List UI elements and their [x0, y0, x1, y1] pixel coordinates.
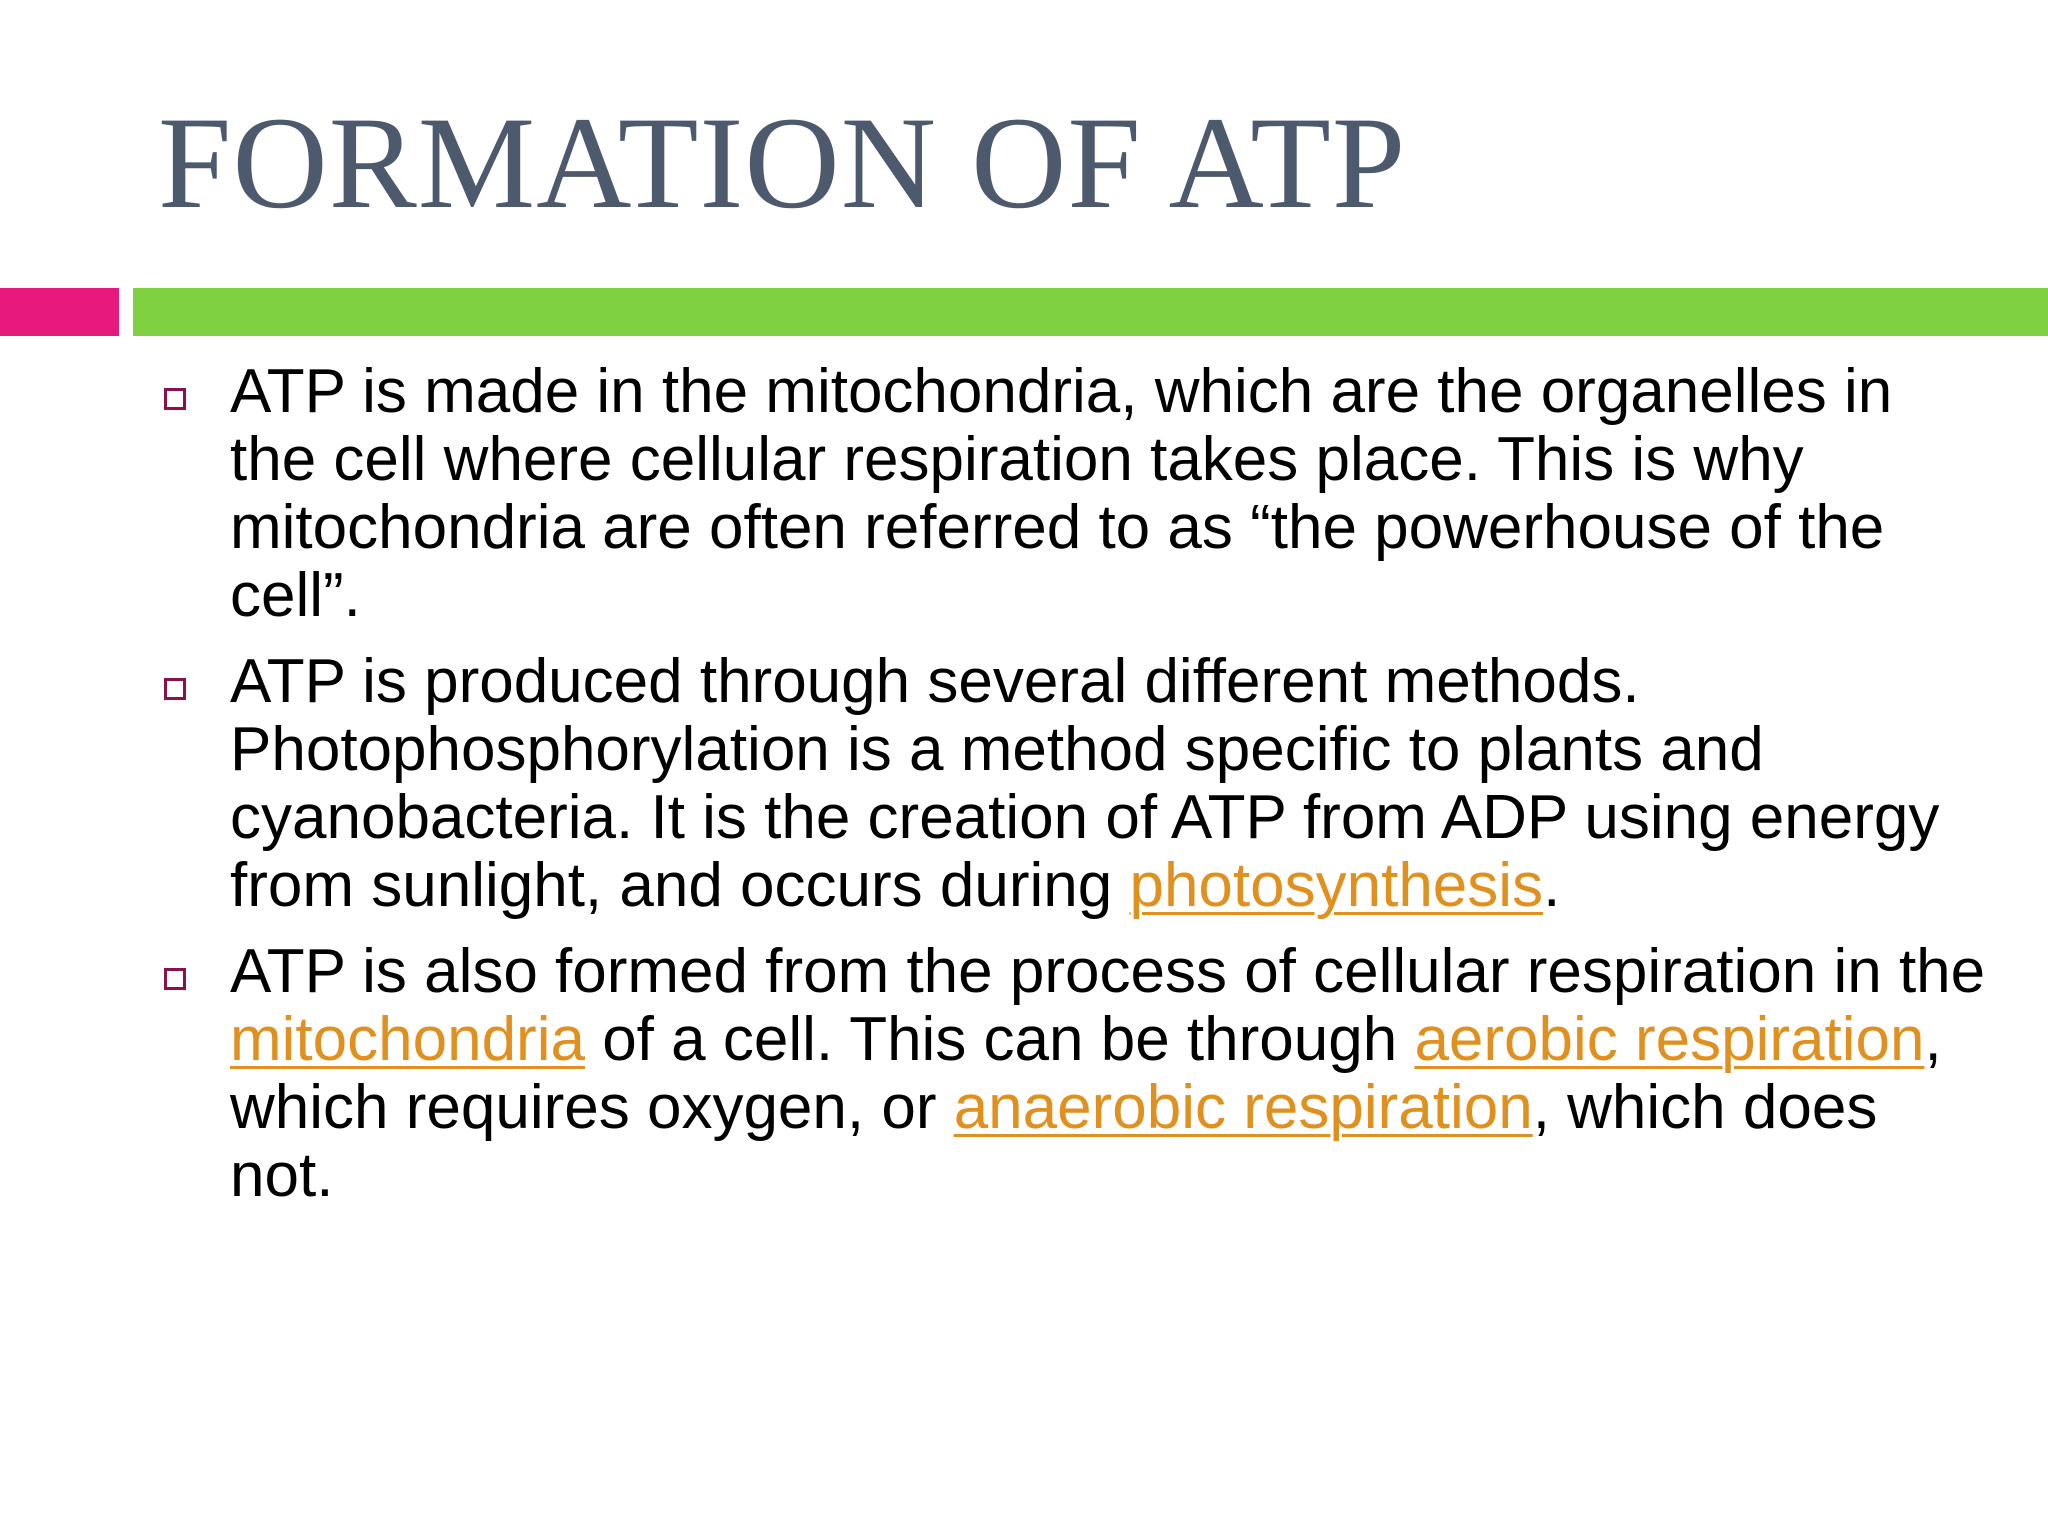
bullet-list	[0, 358, 2048, 1228]
accent-bar-pink	[0, 288, 119, 336]
bullet-text: ATP is made in the mitochondria, which are the organelles in the cell where cellular respiration takes place. This is why mitochondria are often referred to as “the powerhouse of the cell”.	[230, 357, 1893, 630]
square-bullet-icon	[164, 388, 186, 410]
bullet-text: , which requires oxygen, or	[230, 1005, 1942, 1142]
bullet-text: of a cell. This can be through	[584, 1005, 1415, 1074]
square-bullet-icon	[164, 968, 186, 990]
link-mitochondria[interactable]: mitochondria	[230, 1005, 585, 1074]
bullet-text: , which does not.	[230, 1073, 1878, 1210]
link-aerobic-respiration[interactable]: aerobic respiration	[1414, 1005, 1925, 1074]
link-anaerobic-respiration[interactable]: anaerobic respiration	[953, 1073, 1533, 1142]
bullet-item-3	[0, 938, 2048, 1210]
bullet-text: .	[1543, 851, 1561, 920]
bullet-item-1	[0, 358, 2048, 630]
link-photosynthesis[interactable]: photosynthesis	[1129, 851, 1544, 920]
bullet-text: ATP is produced through several different methods. Photophosphorylation is a method specific to plants and cyanobacteria. It is the creation of ATP from ADP using energy from sunlight, and occurs during	[230, 647, 1940, 920]
square-bullet-icon	[164, 678, 186, 700]
bullet-item-2	[0, 648, 2048, 920]
slide-title: FORMATION OF ATP	[158, 89, 1407, 236]
bullet-text: ATP is also formed from the process of cellular respiration in the	[230, 937, 1986, 1006]
accent-bar-green	[133, 288, 2048, 336]
